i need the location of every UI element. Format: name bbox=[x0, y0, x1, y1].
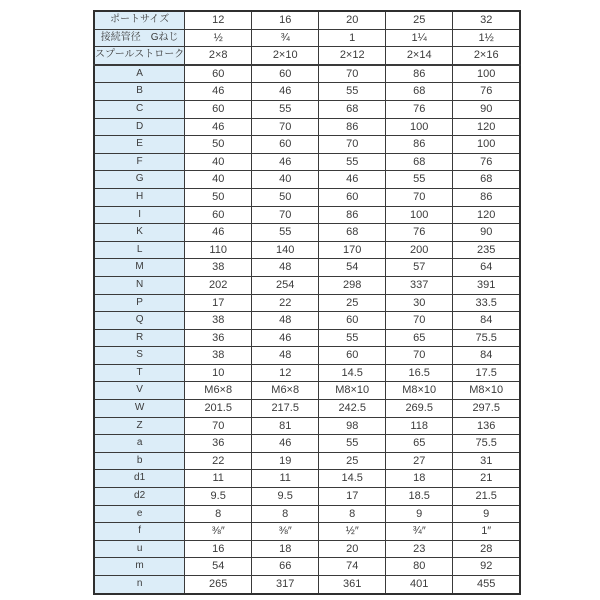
value-cell: M8×10 bbox=[453, 382, 521, 400]
row-label: A bbox=[94, 65, 185, 83]
table-row bbox=[94, 435, 520, 453]
value-cell: 12 bbox=[252, 364, 319, 382]
value-cell: 60 bbox=[252, 65, 319, 83]
value-cell: 76 bbox=[453, 83, 521, 101]
header-row bbox=[94, 47, 520, 65]
value-cell: 54 bbox=[185, 558, 252, 576]
header-row-label: ポートサイズ bbox=[94, 11, 185, 29]
header-row bbox=[94, 29, 520, 47]
row-label: d2 bbox=[94, 488, 185, 506]
value-cell: 46 bbox=[252, 329, 319, 347]
value-cell: 60 bbox=[319, 188, 386, 206]
table-row bbox=[94, 417, 520, 435]
value-cell: 75.5 bbox=[453, 435, 521, 453]
value-cell: 84 bbox=[453, 312, 521, 330]
value-cell: 23 bbox=[386, 540, 453, 558]
value-cell: 30 bbox=[386, 294, 453, 312]
value-cell: 68 bbox=[319, 100, 386, 118]
value-cell: 18 bbox=[386, 470, 453, 488]
value-cell: 100 bbox=[453, 136, 521, 154]
value-cell: 25 bbox=[319, 452, 386, 470]
value-cell: 18 bbox=[252, 540, 319, 558]
row-label: f bbox=[94, 523, 185, 541]
value-cell: 170 bbox=[319, 241, 386, 259]
value-cell: 90 bbox=[453, 224, 521, 242]
value-cell: 86 bbox=[386, 136, 453, 154]
value-cell: 46 bbox=[185, 224, 252, 242]
value-cell: 100 bbox=[453, 65, 521, 83]
value-cell: 337 bbox=[386, 276, 453, 294]
value-cell: 455 bbox=[453, 576, 521, 594]
row-label: H bbox=[94, 188, 185, 206]
value-cell: 1″ bbox=[453, 523, 521, 541]
row-label: e bbox=[94, 505, 185, 523]
value-cell: 18.5 bbox=[386, 488, 453, 506]
value-cell: 38 bbox=[185, 312, 252, 330]
table-row bbox=[94, 470, 520, 488]
row-label: a bbox=[94, 435, 185, 453]
header-cell: 2×16 bbox=[453, 47, 521, 65]
value-cell: 66 bbox=[252, 558, 319, 576]
row-label: n bbox=[94, 576, 185, 594]
value-cell: 65 bbox=[386, 435, 453, 453]
value-cell: 27 bbox=[386, 452, 453, 470]
table-row bbox=[94, 347, 520, 365]
value-cell: ⅜″ bbox=[185, 523, 252, 541]
value-cell: 92 bbox=[453, 558, 521, 576]
row-label: b bbox=[94, 452, 185, 470]
value-cell: 21.5 bbox=[453, 488, 521, 506]
header-cell: 32 bbox=[453, 11, 521, 29]
value-cell: 361 bbox=[319, 576, 386, 594]
value-cell: 46 bbox=[319, 171, 386, 189]
row-label: W bbox=[94, 400, 185, 418]
table-row bbox=[94, 100, 520, 118]
value-cell: 74 bbox=[319, 558, 386, 576]
value-cell: 55 bbox=[319, 329, 386, 347]
value-cell: 76 bbox=[386, 100, 453, 118]
value-cell: 57 bbox=[386, 259, 453, 277]
header-cell: 1½ bbox=[453, 29, 521, 47]
value-cell: 17.5 bbox=[453, 364, 521, 382]
value-cell: 48 bbox=[252, 259, 319, 277]
table-row bbox=[94, 83, 520, 101]
value-cell: 55 bbox=[252, 100, 319, 118]
value-cell: 11 bbox=[252, 470, 319, 488]
row-label: M bbox=[94, 259, 185, 277]
value-cell: 25 bbox=[319, 294, 386, 312]
value-cell: 8 bbox=[319, 505, 386, 523]
header-cell: 1 bbox=[319, 29, 386, 47]
value-cell: 265 bbox=[185, 576, 252, 594]
value-cell: 55 bbox=[386, 171, 453, 189]
value-cell: 33.5 bbox=[453, 294, 521, 312]
value-cell: 68 bbox=[319, 224, 386, 242]
header-row-label: 接続管径 Gねじ bbox=[94, 29, 185, 47]
value-cell: 118 bbox=[386, 417, 453, 435]
value-cell: 76 bbox=[386, 224, 453, 242]
value-cell: 46 bbox=[252, 435, 319, 453]
value-cell: 17 bbox=[319, 488, 386, 506]
value-cell: 14.5 bbox=[319, 364, 386, 382]
table-row bbox=[94, 241, 520, 259]
value-cell: 48 bbox=[252, 312, 319, 330]
value-cell: 269.5 bbox=[386, 400, 453, 418]
value-cell: M6×8 bbox=[185, 382, 252, 400]
value-cell: 235 bbox=[453, 241, 521, 259]
table-row bbox=[94, 540, 520, 558]
value-cell: 217.5 bbox=[252, 400, 319, 418]
value-cell: M8×10 bbox=[319, 382, 386, 400]
table-row bbox=[94, 523, 520, 541]
value-cell: 100 bbox=[386, 118, 453, 136]
table-row bbox=[94, 329, 520, 347]
value-cell: 19 bbox=[252, 452, 319, 470]
header-cell: 20 bbox=[319, 11, 386, 29]
row-label: m bbox=[94, 558, 185, 576]
dimension-table-body bbox=[94, 11, 520, 594]
value-cell: 16.5 bbox=[386, 364, 453, 382]
value-cell: 76 bbox=[453, 153, 521, 171]
header-cell: 2×8 bbox=[185, 47, 252, 65]
row-label: Q bbox=[94, 312, 185, 330]
table-row bbox=[94, 65, 520, 83]
dimension-table bbox=[93, 10, 521, 595]
value-cell: 120 bbox=[453, 206, 521, 224]
value-cell: 16 bbox=[185, 540, 252, 558]
value-cell: 22 bbox=[185, 452, 252, 470]
row-label: R bbox=[94, 329, 185, 347]
row-label: D bbox=[94, 118, 185, 136]
value-cell: 9.5 bbox=[252, 488, 319, 506]
value-cell: 55 bbox=[319, 435, 386, 453]
header-row bbox=[94, 11, 520, 29]
value-cell: 38 bbox=[185, 347, 252, 365]
value-cell: 40 bbox=[185, 153, 252, 171]
value-cell: 202 bbox=[185, 276, 252, 294]
table-row bbox=[94, 400, 520, 418]
row-label: F bbox=[94, 153, 185, 171]
value-cell: 36 bbox=[185, 329, 252, 347]
value-cell: 20 bbox=[319, 540, 386, 558]
table-row bbox=[94, 488, 520, 506]
row-label: d1 bbox=[94, 470, 185, 488]
value-cell: 65 bbox=[386, 329, 453, 347]
header-cell: 2×10 bbox=[252, 47, 319, 65]
value-cell: 86 bbox=[453, 188, 521, 206]
value-cell: 21 bbox=[453, 470, 521, 488]
value-cell: 70 bbox=[252, 206, 319, 224]
value-cell: 50 bbox=[185, 188, 252, 206]
value-cell: 48 bbox=[252, 347, 319, 365]
header-cell: 1¼ bbox=[386, 29, 453, 47]
value-cell: 86 bbox=[319, 118, 386, 136]
value-cell: 70 bbox=[386, 312, 453, 330]
row-label: B bbox=[94, 83, 185, 101]
value-cell: 70 bbox=[386, 347, 453, 365]
table-row bbox=[94, 259, 520, 277]
value-cell: 242.5 bbox=[319, 400, 386, 418]
value-cell: 401 bbox=[386, 576, 453, 594]
value-cell: 31 bbox=[453, 452, 521, 470]
value-cell: 28 bbox=[453, 540, 521, 558]
value-cell: 84 bbox=[453, 347, 521, 365]
value-cell: 54 bbox=[319, 259, 386, 277]
table-row bbox=[94, 224, 520, 242]
header-cell: 2×14 bbox=[386, 47, 453, 65]
table-row bbox=[94, 118, 520, 136]
value-cell: 201.5 bbox=[185, 400, 252, 418]
row-label: I bbox=[94, 206, 185, 224]
value-cell: 136 bbox=[453, 417, 521, 435]
value-cell: 100 bbox=[386, 206, 453, 224]
row-label: N bbox=[94, 276, 185, 294]
value-cell: 68 bbox=[386, 153, 453, 171]
value-cell: 40 bbox=[185, 171, 252, 189]
table-row bbox=[94, 312, 520, 330]
table-row bbox=[94, 294, 520, 312]
value-cell: 254 bbox=[252, 276, 319, 294]
header-cell: ¾ bbox=[252, 29, 319, 47]
header-cell: 16 bbox=[252, 11, 319, 29]
row-label: E bbox=[94, 136, 185, 154]
value-cell: 70 bbox=[319, 65, 386, 83]
header-row-label: スプールストローク bbox=[94, 47, 185, 65]
row-label: C bbox=[94, 100, 185, 118]
value-cell: 68 bbox=[453, 171, 521, 189]
row-label: K bbox=[94, 224, 185, 242]
table-row bbox=[94, 136, 520, 154]
value-cell: 200 bbox=[386, 241, 453, 259]
row-label: G bbox=[94, 171, 185, 189]
value-cell: 120 bbox=[453, 118, 521, 136]
value-cell: 55 bbox=[319, 83, 386, 101]
value-cell: M6×8 bbox=[252, 382, 319, 400]
value-cell: 86 bbox=[319, 206, 386, 224]
value-cell: 11 bbox=[185, 470, 252, 488]
value-cell: 22 bbox=[252, 294, 319, 312]
table-row bbox=[94, 276, 520, 294]
value-cell: 60 bbox=[185, 65, 252, 83]
value-cell: ½″ bbox=[319, 523, 386, 541]
value-cell: 9 bbox=[386, 505, 453, 523]
value-cell: 8 bbox=[185, 505, 252, 523]
value-cell: 298 bbox=[319, 276, 386, 294]
value-cell: 50 bbox=[185, 136, 252, 154]
value-cell: 8 bbox=[252, 505, 319, 523]
value-cell: 64 bbox=[453, 259, 521, 277]
value-cell: 10 bbox=[185, 364, 252, 382]
value-cell: 46 bbox=[185, 118, 252, 136]
value-cell: ¾″ bbox=[386, 523, 453, 541]
row-label: S bbox=[94, 347, 185, 365]
table-row bbox=[94, 505, 520, 523]
value-cell: 297.5 bbox=[453, 400, 521, 418]
value-cell: 55 bbox=[319, 153, 386, 171]
value-cell: 60 bbox=[252, 136, 319, 154]
table-row bbox=[94, 558, 520, 576]
value-cell: 14.5 bbox=[319, 470, 386, 488]
value-cell: 40 bbox=[252, 171, 319, 189]
value-cell: 60 bbox=[185, 100, 252, 118]
table-row bbox=[94, 364, 520, 382]
value-cell: 110 bbox=[185, 241, 252, 259]
value-cell: 140 bbox=[252, 241, 319, 259]
table-row bbox=[94, 153, 520, 171]
value-cell: 81 bbox=[252, 417, 319, 435]
value-cell: 55 bbox=[252, 224, 319, 242]
value-cell: 17 bbox=[185, 294, 252, 312]
row-label: P bbox=[94, 294, 185, 312]
value-cell: 68 bbox=[386, 83, 453, 101]
table-row bbox=[94, 576, 520, 594]
value-cell: 98 bbox=[319, 417, 386, 435]
value-cell: 70 bbox=[252, 118, 319, 136]
value-cell: 391 bbox=[453, 276, 521, 294]
row-label: Z bbox=[94, 417, 185, 435]
table-row bbox=[94, 452, 520, 470]
value-cell: 9 bbox=[453, 505, 521, 523]
value-cell: 38 bbox=[185, 259, 252, 277]
row-label: T bbox=[94, 364, 185, 382]
value-cell: 317 bbox=[252, 576, 319, 594]
value-cell: 46 bbox=[185, 83, 252, 101]
value-cell: 36 bbox=[185, 435, 252, 453]
value-cell: 50 bbox=[252, 188, 319, 206]
row-label: u bbox=[94, 540, 185, 558]
row-label: L bbox=[94, 241, 185, 259]
value-cell: 70 bbox=[185, 417, 252, 435]
value-cell: 60 bbox=[319, 347, 386, 365]
value-cell: 60 bbox=[319, 312, 386, 330]
value-cell: M8×10 bbox=[386, 382, 453, 400]
table-row bbox=[94, 206, 520, 224]
value-cell: 75.5 bbox=[453, 329, 521, 347]
value-cell: 46 bbox=[252, 153, 319, 171]
header-cell: 2×12 bbox=[319, 47, 386, 65]
header-cell: 25 bbox=[386, 11, 453, 29]
value-cell: 46 bbox=[252, 83, 319, 101]
row-label: V bbox=[94, 382, 185, 400]
value-cell: 90 bbox=[453, 100, 521, 118]
value-cell: 86 bbox=[386, 65, 453, 83]
table-row bbox=[94, 171, 520, 189]
table-row bbox=[94, 382, 520, 400]
value-cell: 70 bbox=[319, 136, 386, 154]
value-cell: 80 bbox=[386, 558, 453, 576]
header-cell: 12 bbox=[185, 11, 252, 29]
value-cell: 70 bbox=[386, 188, 453, 206]
value-cell: ⅜″ bbox=[252, 523, 319, 541]
value-cell: 60 bbox=[185, 206, 252, 224]
value-cell: 9.5 bbox=[185, 488, 252, 506]
table-row bbox=[94, 188, 520, 206]
header-cell: ½ bbox=[185, 29, 252, 47]
